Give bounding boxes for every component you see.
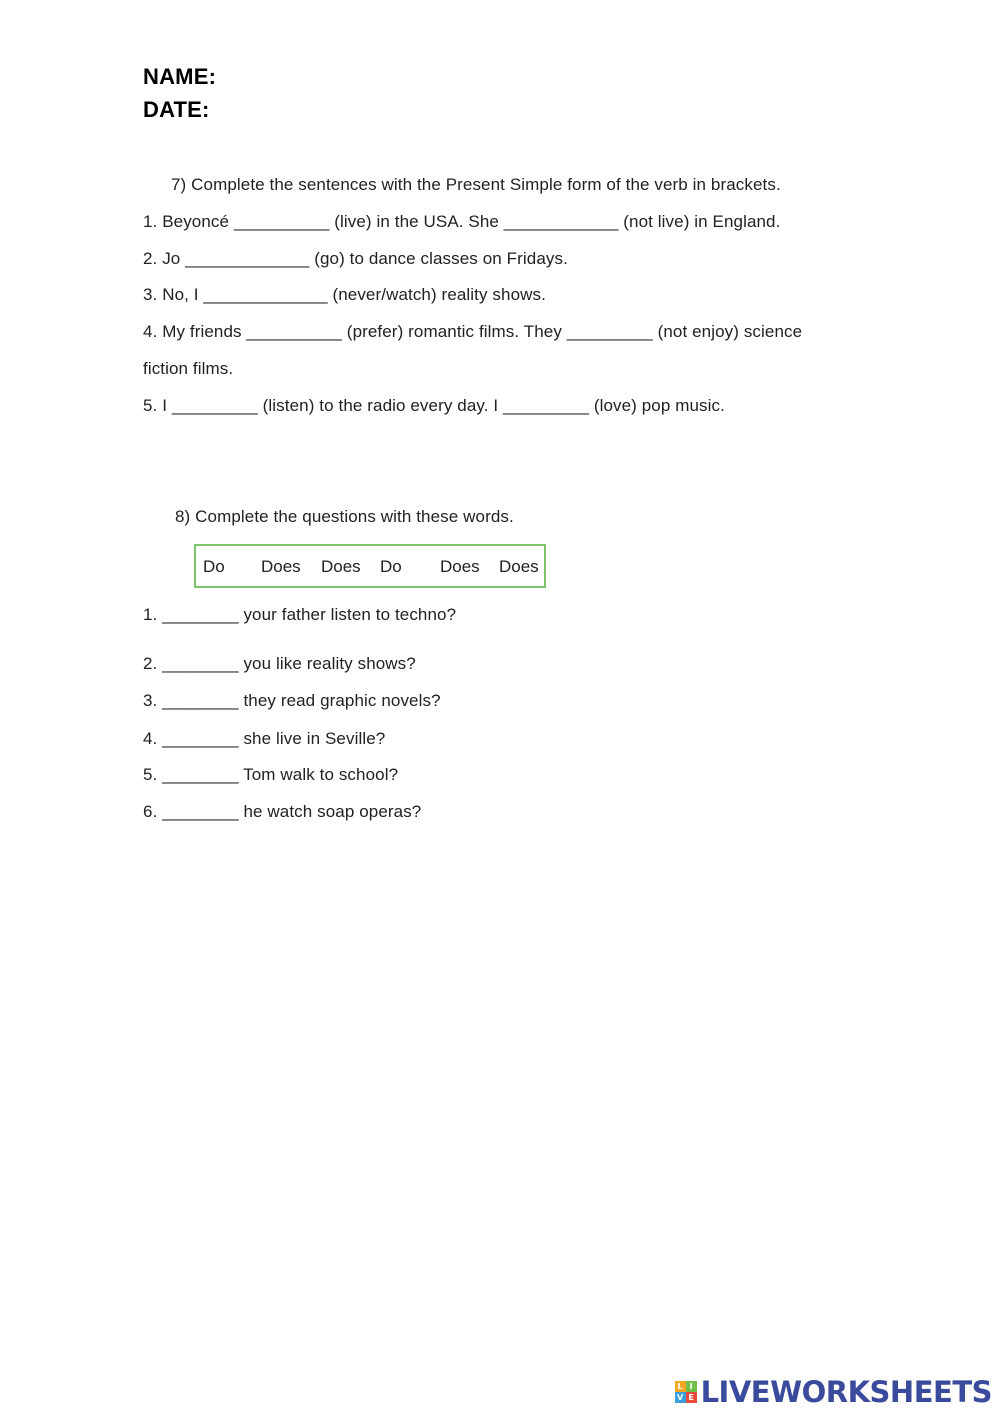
word-bank-word: Does bbox=[321, 557, 361, 576]
liveworksheets-logo-icon: L I V E bbox=[675, 1381, 697, 1403]
exercise8-question-2: 2. ________ you like reality shows? bbox=[143, 654, 416, 673]
exercise7-line-3: 3. No, I _____________ (never/watch) reality shows. bbox=[143, 285, 546, 304]
exercise7-line-2: 2. Jo _____________ (go) to dance classes on Fridays. bbox=[143, 249, 568, 268]
word-bank-word: Does bbox=[261, 557, 301, 576]
exercise8-instruction: 8) Complete the questions with these words. bbox=[175, 507, 514, 526]
word-bank-word: Do bbox=[203, 557, 225, 576]
exercise8-question-3: 3. ________ they read graphic novels? bbox=[143, 691, 441, 710]
liveworksheets-wordmark: LIVEWORKSHEETS bbox=[700, 1375, 992, 1409]
exercise7-line-4-continued: fiction films. bbox=[143, 359, 234, 378]
exercise7-line-5: 5. I _________ (listen) to the radio every day. I _________ (love) pop music. bbox=[143, 396, 725, 415]
exercise7-line-1: 1. Beyoncé __________ (live) in the USA. She ____________ (not live) in England. bbox=[143, 212, 781, 231]
word-bank bbox=[194, 544, 546, 588]
liveworksheets-logo bbox=[675, 1374, 992, 1410]
exercise7-line-4: 4. My friends __________ (prefer) romantic films. They _________ (not enjoy) science bbox=[143, 322, 803, 341]
exercise8-question-4: 4. ________ she live in Seville? bbox=[143, 729, 386, 748]
exercise7-instruction: 7) Complete the sentences with the Present Simple form of the verb in brackets. bbox=[171, 175, 781, 194]
exercise8-question-1: 1. ________ your father listen to techno? bbox=[143, 605, 457, 624]
word-bank-word: Does bbox=[440, 557, 480, 576]
name-label: NAME: bbox=[143, 64, 217, 89]
exercise8-question-5: 5. ________ Tom walk to school? bbox=[143, 765, 399, 784]
word-bank-word: Do bbox=[380, 557, 402, 576]
exercise8-question-6: 6. ________ he watch soap operas? bbox=[143, 802, 422, 821]
word-bank-word: Does bbox=[499, 557, 539, 576]
date-label: DATE: bbox=[143, 97, 210, 122]
